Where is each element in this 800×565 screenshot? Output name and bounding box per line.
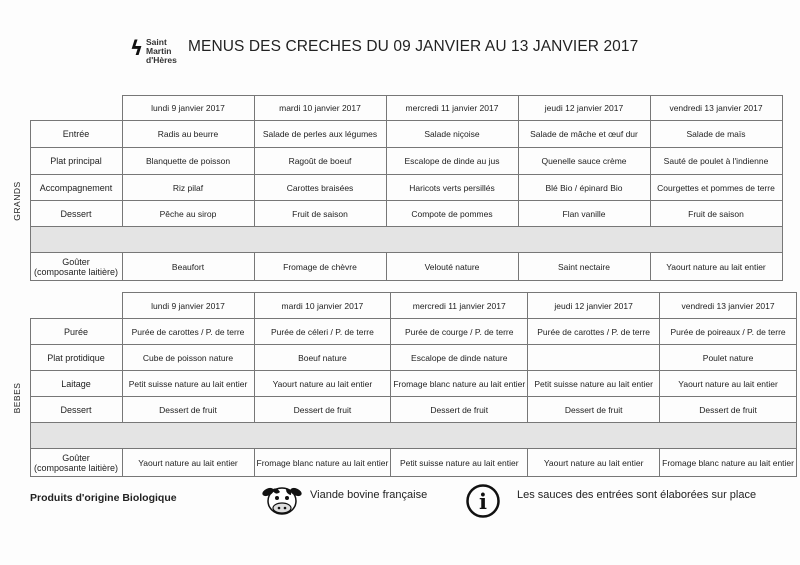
- menu-cell: Fromage blanc nature au lait entier: [254, 449, 391, 477]
- separator-row: [4, 423, 796, 449]
- table-row: [4, 175, 782, 201]
- empty-cell: [4, 96, 122, 121]
- menu-cell: Compote de pommes: [386, 201, 518, 227]
- table-row: [4, 121, 782, 148]
- menu-cell: Courgettes et pommes de terre: [650, 175, 782, 201]
- legend-sauces: Les sauces des entrées sont élaborées sur place: [517, 489, 757, 501]
- menu-cell: Fromage blanc nature au lait entier: [391, 371, 528, 397]
- menu-cell: Dessert de fruit: [122, 397, 254, 423]
- menu-cell: Sauté de poulet à l'indienne: [650, 148, 782, 175]
- menu-cell: Escalope de dinde nature: [391, 345, 528, 371]
- menu-cell: Radis au beurre: [122, 121, 254, 148]
- category-cell: Plat principal: [30, 148, 122, 175]
- menu-cell: Saint nectaire: [518, 253, 650, 281]
- menu-cell: Escalope de dinde au jus: [386, 148, 518, 175]
- table-row: [4, 371, 796, 397]
- logo-text: [146, 38, 177, 65]
- menu-cell: Salade de maïs: [650, 121, 782, 148]
- menu-cell: [528, 345, 660, 371]
- category-line: (composante laitière): [33, 266, 119, 277]
- category-cell: Laitage: [30, 371, 122, 397]
- cow-icon: [258, 480, 306, 518]
- menu-cell: Fruit de saison: [254, 201, 386, 227]
- menu-cell: Salade de mâche et œuf dur: [518, 121, 650, 148]
- info-symbol: i: [479, 489, 487, 514]
- empty-cell: [4, 293, 122, 319]
- menu-cell: Yaourt nature au lait entier: [660, 371, 797, 397]
- day-header: lundi 9 janvier 2017: [122, 293, 254, 319]
- category-cell: Plat protidique: [30, 345, 122, 371]
- table-row: [4, 345, 796, 371]
- menu-cell: Dessert de fruit: [528, 397, 660, 423]
- menu-cell: Poulet nature: [660, 345, 797, 371]
- day-header: mardi 10 janvier 2017: [254, 96, 386, 121]
- table-row: [4, 148, 782, 175]
- menu-table-grands: [4, 95, 783, 281]
- separator-band: [30, 423, 796, 449]
- day-header: vendredi 13 janvier 2017: [650, 96, 782, 121]
- section-label-text: GRANDS: [11, 180, 22, 221]
- menu-cell: Quenelle sauce crème: [518, 148, 650, 175]
- menu-cell: Petit suisse nature au lait entier: [391, 449, 528, 477]
- menu-cell: Flan vanille: [518, 201, 650, 227]
- menu-table-bebes: [4, 292, 797, 477]
- menu-cell: Riz pilaf: [122, 175, 254, 201]
- table-row: [4, 397, 796, 423]
- category-line: Goûter: [62, 256, 90, 267]
- menu-cell: Petit suisse nature au lait entier: [528, 371, 660, 397]
- logo-mark: ϟ: [130, 36, 144, 60]
- day-header: vendredi 13 janvier 2017: [660, 293, 797, 319]
- category-line: (composante laitière): [33, 462, 119, 473]
- table-header-row: [4, 96, 782, 121]
- legend-bio: Produits d'origine Biologique: [30, 492, 177, 504]
- menu-cell: Blé Bio / épinard Bio: [518, 175, 650, 201]
- menu-cell: Beaufort: [122, 253, 254, 281]
- menu-cell: Purée de courge / P. de terre: [391, 319, 528, 345]
- category-cell: Dessert: [30, 201, 122, 227]
- menu-cell: Yaourt nature au lait entier: [528, 449, 660, 477]
- menu-cell: Dessert de fruit: [254, 397, 391, 423]
- menu-cell: Yaourt nature au lait entier: [122, 449, 254, 477]
- day-header: mercredi 11 janvier 2017: [386, 96, 518, 121]
- menu-cell: Haricots verts persillés: [386, 175, 518, 201]
- separator-band: [30, 227, 782, 253]
- category-cell: [30, 449, 122, 477]
- category-cell: Dessert: [30, 397, 122, 423]
- day-header: mardi 10 janvier 2017: [254, 293, 391, 319]
- menu-cell: Boeuf nature: [254, 345, 391, 371]
- category-cell: Purée: [30, 319, 122, 345]
- menu-cell: Petit suisse nature au lait entier: [122, 371, 254, 397]
- menu-cell: Carottes braisées: [254, 175, 386, 201]
- menu-cell: Fromage de chèvre: [254, 253, 386, 281]
- menu-cell: Fromage blanc nature au lait entier: [660, 449, 797, 477]
- day-header: lundi 9 janvier 2017: [122, 96, 254, 121]
- category-cell: Entrée: [30, 121, 122, 148]
- day-header: jeudi 12 janvier 2017: [528, 293, 660, 319]
- menu-cell: Yaourt nature au lait entier: [650, 253, 782, 281]
- logo-line: Martin: [146, 46, 172, 56]
- table-row: [4, 449, 796, 477]
- page-title: MENUS DES CRECHES DU 09 JANVIER AU 13 JANVIER 2017: [188, 38, 639, 55]
- logo-line: d'Hères: [146, 55, 177, 65]
- separator-row: [4, 227, 782, 253]
- section-label: [4, 319, 30, 477]
- logo: [126, 32, 180, 82]
- menu-cell: Purée de carottes / P. de terre: [122, 319, 254, 345]
- menu-cell: Yaourt nature au lait entier: [254, 371, 391, 397]
- menu-cell: Dessert de fruit: [660, 397, 797, 423]
- table-row: [4, 319, 796, 345]
- menu-cell: Pêche au sirop: [122, 201, 254, 227]
- menu-cell: Purée de carottes / P. de terre: [528, 319, 660, 345]
- menu-cell: Purée de céleri / P. de terre: [254, 319, 391, 345]
- menu-cell: Blanquette de poisson: [122, 148, 254, 175]
- menu-cell: Purée de poireaux / P. de terre: [660, 319, 797, 345]
- logo-line: Saint: [146, 37, 167, 47]
- legend-viande: Viande bovine française: [310, 489, 428, 501]
- info-icon: [466, 484, 500, 518]
- day-header: jeudi 12 janvier 2017: [518, 96, 650, 121]
- menu-cell: Salade de perles aux légumes: [254, 121, 386, 148]
- day-header: mercredi 11 janvier 2017: [391, 293, 528, 319]
- table-header-row: [4, 293, 796, 319]
- menu-cell: Ragoût de boeuf: [254, 148, 386, 175]
- category-cell: Accompagnement: [30, 175, 122, 201]
- category-line: Goûter: [62, 452, 90, 463]
- section-label-text: BEBES: [11, 382, 22, 413]
- menu-cell: Dessert de fruit: [391, 397, 528, 423]
- table-row: [4, 253, 782, 281]
- menu-cell: Salade niçoise: [386, 121, 518, 148]
- section-label: [4, 121, 30, 281]
- category-cell: [30, 253, 122, 281]
- menu-cell: Cube de poisson nature: [122, 345, 254, 371]
- menu-cell: Velouté nature: [386, 253, 518, 281]
- table-row: [4, 201, 782, 227]
- menu-cell: Fruit de saison: [650, 201, 782, 227]
